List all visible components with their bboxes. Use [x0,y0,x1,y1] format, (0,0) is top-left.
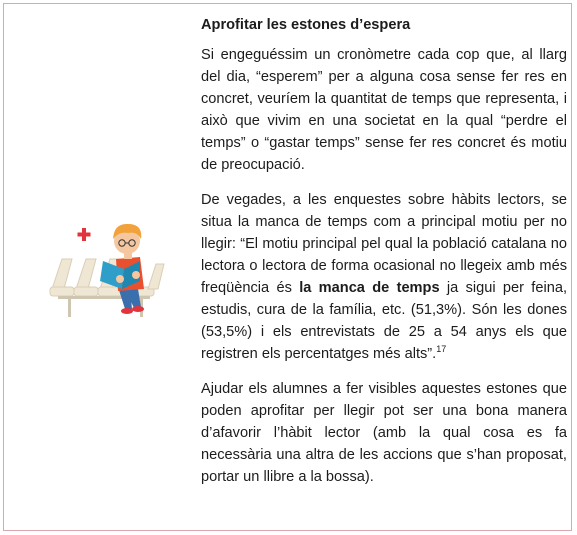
paragraph-2-emphasis: la manca de temps [299,280,440,296]
red-cross-icon [78,228,91,241]
paragraph-2 [201,189,567,365]
paragraph-1: Si engeguéssim un cronòmetre cada cop que, al llarg del dia, “esperem” per a alguna cosa sense fer res en concret, veuríem la quantitat de temps que representa, i això que vivim en una societat en la qual “perdre el temps” o “gastar temps” sense fer res concret és motiu de preocupació. [201,47,567,173]
info-box [3,3,572,531]
paragraph-2-text-before: De vegades, a les enquestes sobre hàbits lectors, se situa la manca de temps com a principal motiu per no llegir: “El motiu principal pel qual la població catalana no lectora o lectora de forma ocasional no llegeix amb més freqüència és [201,192,567,296]
child-reader [100,224,144,314]
footnote-marker: 17 [436,344,447,354]
text-column [201,14,567,488]
child-reading-in-waiting-room-icon [48,209,168,324]
paragraph-3: Ajudar els alumnes a fer visibles aquestes estones que poden aprofitar per llegir pot ser una bona manera d’afavorir l’hàbit lector (amb la qual cosa es fa necessària una altra de les accions que s’han proposat, portar un llibre a la bossa). [201,381,567,485]
box-title: Aprofitar les estones d’espera [201,17,411,33]
paragraph-2-text-after: ja sigui per feina, estudis, cura de la família, etc. (51,3%). Són les dones (53,5%) i els entrevistats de 25 a 54 anys els que registren els percentatges més alts”. [201,280,567,362]
